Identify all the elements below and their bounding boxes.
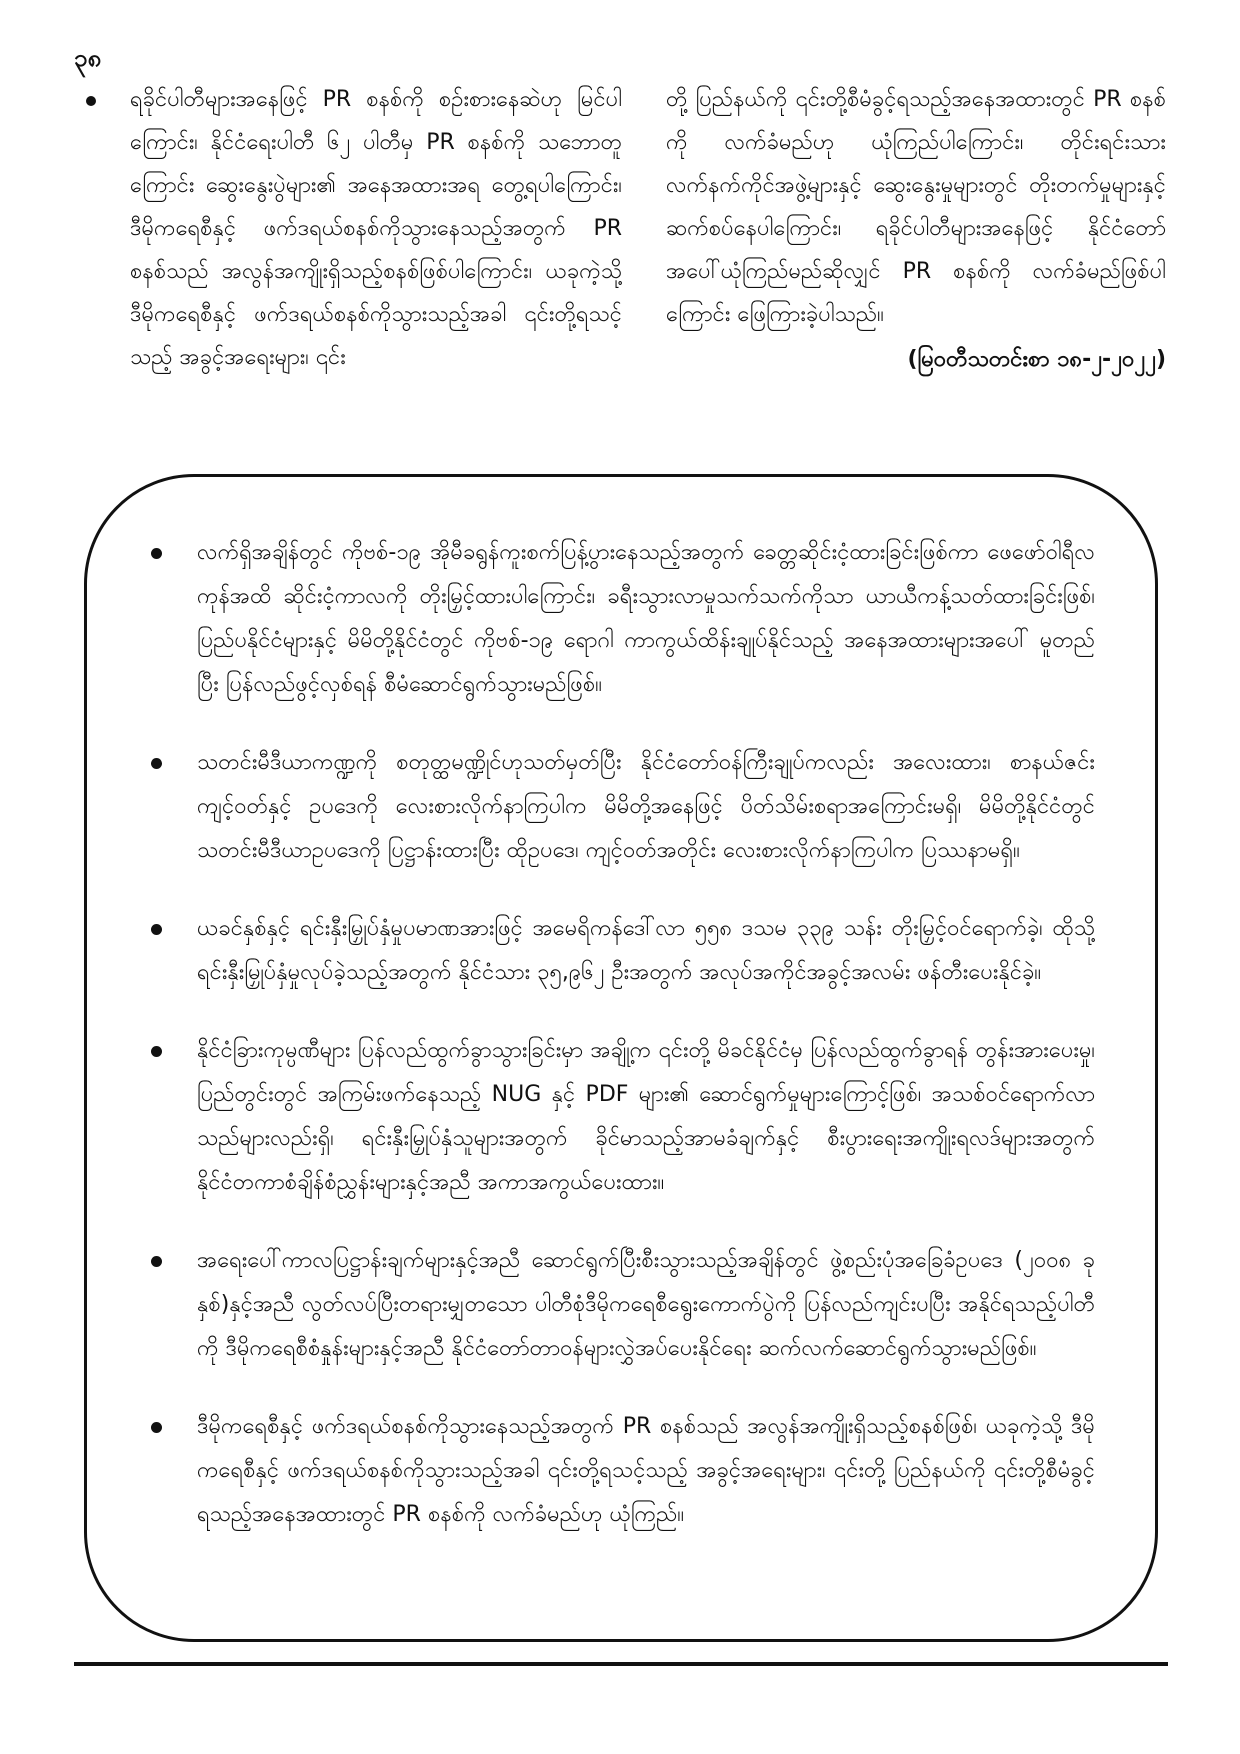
bullet-icon [151,548,162,559]
bottom-divider [74,1662,1168,1666]
list-item-text: သတင်းမီဒီယာကဏ္ဍကို စတုတ္ထမဏ္ဍိုင်ဟုသတ်မှတ်ပြီး နိုင်ငံတော်ဝန်ကြီးချုပ်ကလည်း အလေးထား၊ စာနယ်ဇင်းကျင့်ဝတ်နှင့် ဥပဒေကို လေးစားလိုက်နာကြပါက မိမိတို့အနေဖြင့် ပိတ်သိမ်းစရာအကြောင်းမရှိ၊ မိမိတို့နိုင်ငံတွင် သတင်းမီဒီယာဥပဒေကို ပြဋ္ဌာန်းထားပြီး ထိုဥပဒေ၊ ကျင့်ဝတ်အတိုင်း လေးစားလိုက်နာကြပါက ပြဿနာမရှိ။ [197,750,1095,863]
list-item-text: လက်ရှိအချိန်တွင် ကိုဗစ်-၁၉ အိုမီခရွန်ကူးစက်ပြန့်ပွားနေသည့်အတွက် ခေတ္တဆိုင်းငံ့ထားခြင်းဖြစ်ကာ ဖေဖော်ဝါရီလကုန်အထိ ဆိုင်းငံ့ကာလကို တိုးမြှင့်ထားပါကြောင်း၊ ခရီးသွားလာမှုသက်သက်ကိုသာ ယာယီကန့်သတ်ထားခြင်းဖြစ်၊ ပြည်ပနိုင်ငံများနှင့် မိမိတို့နိုင်ငံတွင် ကိုဗစ်-၁၉ ရောဂါ ကာကွယ်ထိန်းချုပ်နိုင်သည့် အနေအထားများအပေါ် မူတည်ပြီး ပြန်လည်ဖွင့်လှစ်ရန် စီမံဆောင်ရွက်သွားမည်ဖြစ်။ [197,540,1095,697]
summary-box [84,474,1158,1642]
list-item [141,1239,1095,1371]
top-section [86,78,1176,378]
left-column [86,78,622,379]
list-item-text: အရေးပေါ်ကာလပြဋ္ဌာန်းချက်များနှင့်အညီ ဆောင်ရွက်ပြီးစီးသွားသည့်အချိန်တွင် ဖွဲ့စည်းပုံအခြေခံဥပဒေ (၂၀၀၈ ခုနှစ်)နှင့်အညီ လွတ်လပ်ပြီးတရားမျှတသော ပါတီစုံဒီမိုကရေစီရွေးကောက်ပွဲကို ပြန်လည်ကျင်းပပြီး အနိုင်ရသည့်ပါတီကို ဒီမိုကရေစီစံနှုန်းများနှင့်အညီ နိုင်ငံတော်တာဝန်များလွှဲအပ်ပေးနိုင်ရေး ဆက်လက်ဆောင်ရွက်သွားမည်ဖြစ်။ [197,1248,1095,1361]
list-item-text: နိုင်ငံခြားကုမ္ပဏီများ ပြန်လည်ထွက်ခွာသွားခြင်းမှာ အချို့က ၎င်းတို့ မိခင်နိုင်ငံမှ ပြန်လည်ထွက်ခွာရန် တွန်းအားပေးမှု၊ ပြည်တွင်းတွင် အကြမ်းဖက်နေသည့် NUG နှင့် PDF များ၏ ဆောင်ရွက်မှုများကြောင့်ဖြစ်၊ အသစ်ဝင်ရောက်လာသည်များလည်းရှိ၊ ရင်းနှီးမြှုပ်နှံသူများအတွက် ခိုင်မာသည့်အာမခံချက်နှင့် စီးပွားရေးအကျိုးရလဒ်များအတွက် နိုင်ငံတကာစံချိန်စံညွှန်းများနှင့်အညီ အကာအကွယ်ပေးထား။ [197,1038,1095,1195]
bullet-icon [151,1256,162,1267]
list-item [141,741,1095,873]
list-item [141,531,1095,707]
bullet-icon [151,924,162,935]
page-number: ၃၈ [74,44,102,72]
list-item [141,1405,1095,1537]
left-paragraph: ရခိုင်ပါတီများအနေဖြင့် PR စနစ်ကို စဉ်းစားနေဆဲဟု မြင်ပါကြောင်း၊ နိုင်ငံရေးပါတီ ၆၂ ပါတီမှ PR စနစ်ကို သဘောတူကြောင်း ဆွေးနွေးပွဲများ၏ အနေအထားအရ တွေ့ရပါကြောင်း၊ ဒီမိုကရေစီနှင့် ဖက်ဒရယ်စနစ်ကိုသွားနေသည့်အတွက် PR စနစ်သည် အလွန်အကျိုးရှိသည့်စနစ်ဖြစ်ပါကြောင်း၊ ယခုကဲ့သို့ ဒီမိုကရေစီနှင့် ဖက်ဒရယ်စနစ်ကိုသွားသည့်အခါ ၎င်းတို့ရသင့်သည့် အခွင့်အရေးများ၊ ၎င်း [130,87,622,370]
list-item-text: ဒီမိုကရေစီနှင့် ဖက်ဒရယ်စနစ်ကိုသွားနေသည့်အတွက် PR စနစ်သည် အလွန်အကျိုးရှိသည့်စနစ်ဖြစ်၊ ယခုကဲ့သို့ ဒီမိုကရေစီနှင့် ဖက်ဒရယ်စနစ်ကိုသွားသည့်အခါ ၎င်းတို့ရသင့်သည့် အခွင့်အရေးများ၊ ၎င်းတို့ ပြည်နယ်ကို ၎င်းတို့စီမံခွင့်ရသည့်အနေအထားတွင် PR စနစ်ကို လက်ခံမည်ဟု ယုံကြည်။ [197,1414,1095,1527]
summary-list [141,531,1095,1571]
bullet-icon [86,96,96,106]
right-column [666,78,1166,381]
source-citation: (မြဝတီသတင်းစာ ၁၈-၂-၂၀၂၂) [907,347,1166,372]
list-item [141,907,1095,995]
bullet-icon [151,1046,162,1057]
list-item-text: ယခင်နှစ်နှင့် ရင်းနှီးမြှုပ်နှံမှုပမာဏအားဖြင့် အမေရိကန်ဒေါ်လာ ၅၅၈ ဒသမ ၃၃၉ သန်း တိုးမြှင့်ဝင်ရောက်ခဲ့၊ ထိုသို့ ရင်းနှီးမြှုပ်နှံမှုလုပ်ခဲ့သည့်အတွက် နိုင်ငံသား ၃၅,၉၆၂ ဦးအတွက် အလုပ်အကိုင်အခွင့်အလမ်း ဖန်တီးပေးနိုင်ခဲ့။ [197,916,1095,985]
bullet-icon [151,1422,162,1433]
right-paragraph: တို့ ပြည်နယ်ကို ၎င်းတို့စီမံခွင့်ရသည့်အနေအထားတွင် PR စနစ်ကို လက်ခံမည်ဟု ယုံကြည်ပါကြောင်း၊ တိုင်းရင်းသားလက်နက်ကိုင်အဖွဲ့များနှင့် ဆွေးနွေးမှုများတွင် တိုးတက်မှုများနှင့် ဆက်စပ်နေပါကြောင်း၊ ရခိုင်ပါတီများအနေဖြင့် နိုင်ငံတော် အပေါ်ယုံကြည်မည်ဆိုလျှင် PR စနစ်ကို လက်ခံမည်ဖြစ်ပါကြောင်း ဖြေကြားခဲ့ပါသည်။ [666,87,1166,327]
list-item [141,1029,1095,1205]
bullet-icon [151,758,162,769]
